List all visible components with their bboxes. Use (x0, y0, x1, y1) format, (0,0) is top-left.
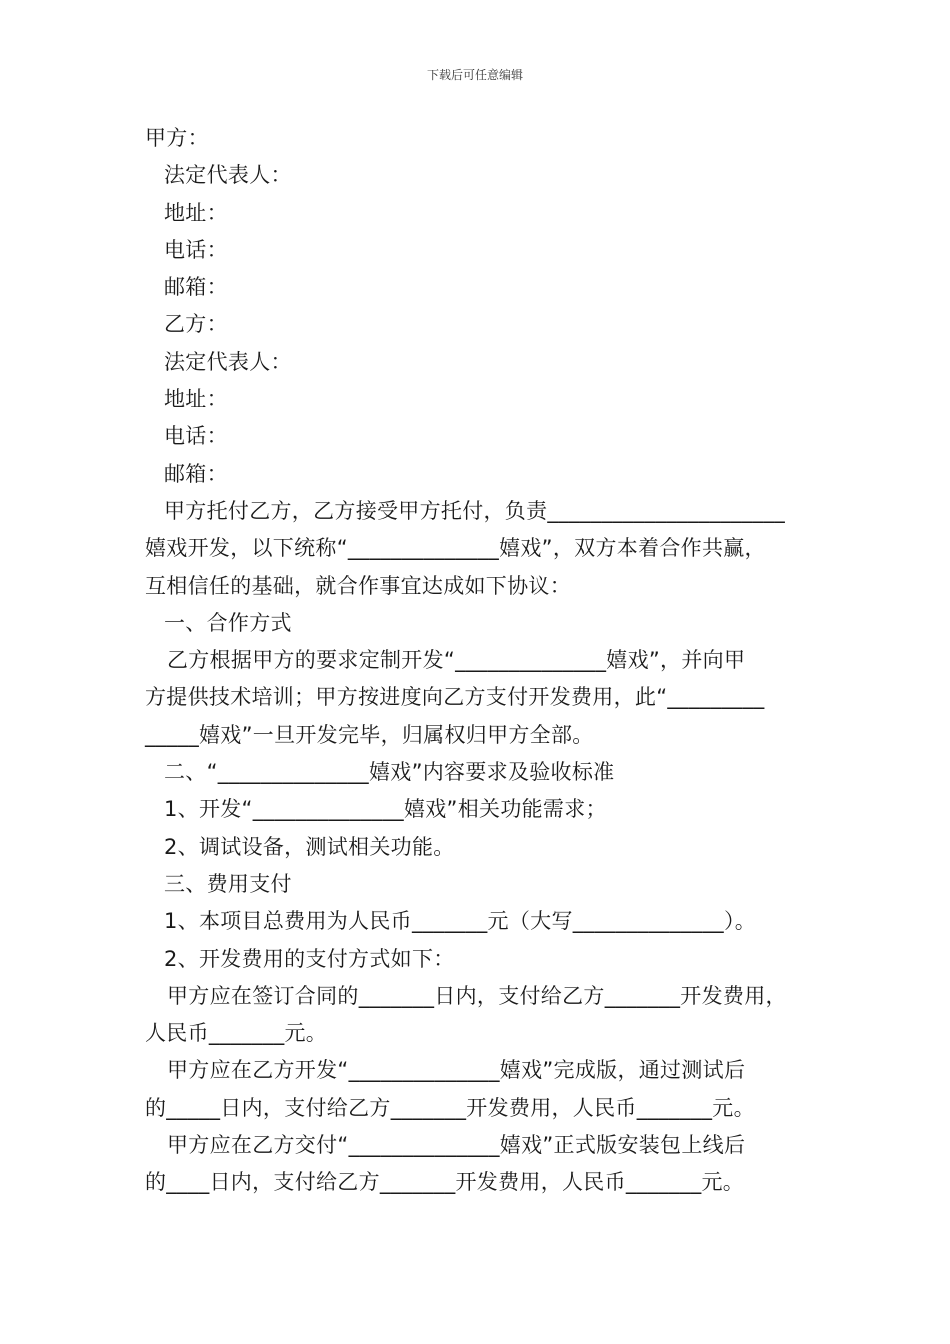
list-item: 2、调试设备，测试相关功能。 (164, 834, 455, 859)
party-b-title: 乙方： (164, 312, 228, 337)
list-item: 2、开发费用的支付方式如下： (164, 946, 455, 971)
party-a-rep: 法定代表人： (164, 163, 292, 188)
section-heading: 一、合作方式 (164, 610, 292, 635)
section-paragraph-line: _____嬉戏”一旦开发完毕，归属权归甲方全部。 (145, 722, 594, 747)
list-item: 1、开发“______________嬉戏”相关功能需求； (164, 797, 607, 822)
party-a-email: 邮箱： (164, 275, 228, 300)
party-b-rep: 法定代表人： (164, 349, 292, 374)
party-a-address: 地址： (164, 200, 228, 225)
payment-paragraph-line: 甲方应在签订合同的_______日内，支付给乙方_______开发费用， (167, 983, 787, 1008)
section-paragraph-line: 乙方根据甲方的要求定制开发“______________嬉戏”，并向甲 (167, 648, 746, 673)
section-heading: 二、“______________嬉戏”内容要求及验收标准 (164, 760, 615, 785)
party-b-address: 地址： (164, 387, 228, 412)
payment-paragraph-line: 人民币_______元。 (145, 1021, 328, 1046)
contract-body (145, 120, 817, 1202)
payment-paragraph-line: 的_____日内，支付给乙方_______开发费用，人民币_______元。 (145, 1095, 755, 1120)
intro-line: 甲方托付乙方，乙方接受甲方托付，负责______________________ (164, 498, 785, 523)
party-a-title: 甲方： (145, 126, 209, 150)
party-a-phone: 电话： (164, 237, 228, 262)
header-note: 下载后可任意编辑 (426, 68, 523, 82)
list-item: 1、本项目总费用为人民币_______元（大写______________）。 (164, 909, 757, 934)
intro-line: 嬉戏开发，以下统称“______________嬉戏”，双方本着合作共赢， (145, 536, 766, 561)
section-paragraph-line: 方提供技术培训；甲方按进度向乙方支付开发费用，此“_________ (145, 685, 765, 710)
section-heading: 三、费用支付 (164, 871, 292, 896)
payment-paragraph-line: 甲方应在乙方开发“______________嬉戏”完成版，通过测试后 (167, 1058, 746, 1083)
party-b-phone: 电话： (164, 424, 228, 449)
payment-paragraph-line: 的____日内，支付给乙方_______开发费用，人民币_______元。 (145, 1170, 745, 1195)
party-b-email: 邮箱： (164, 461, 228, 486)
intro-line: 互相信任的基础，就合作事宜达成如下协议： (145, 573, 571, 598)
payment-paragraph-line: 甲方应在乙方交付“______________嬉戏”正式版安装包上线后 (167, 1133, 746, 1158)
